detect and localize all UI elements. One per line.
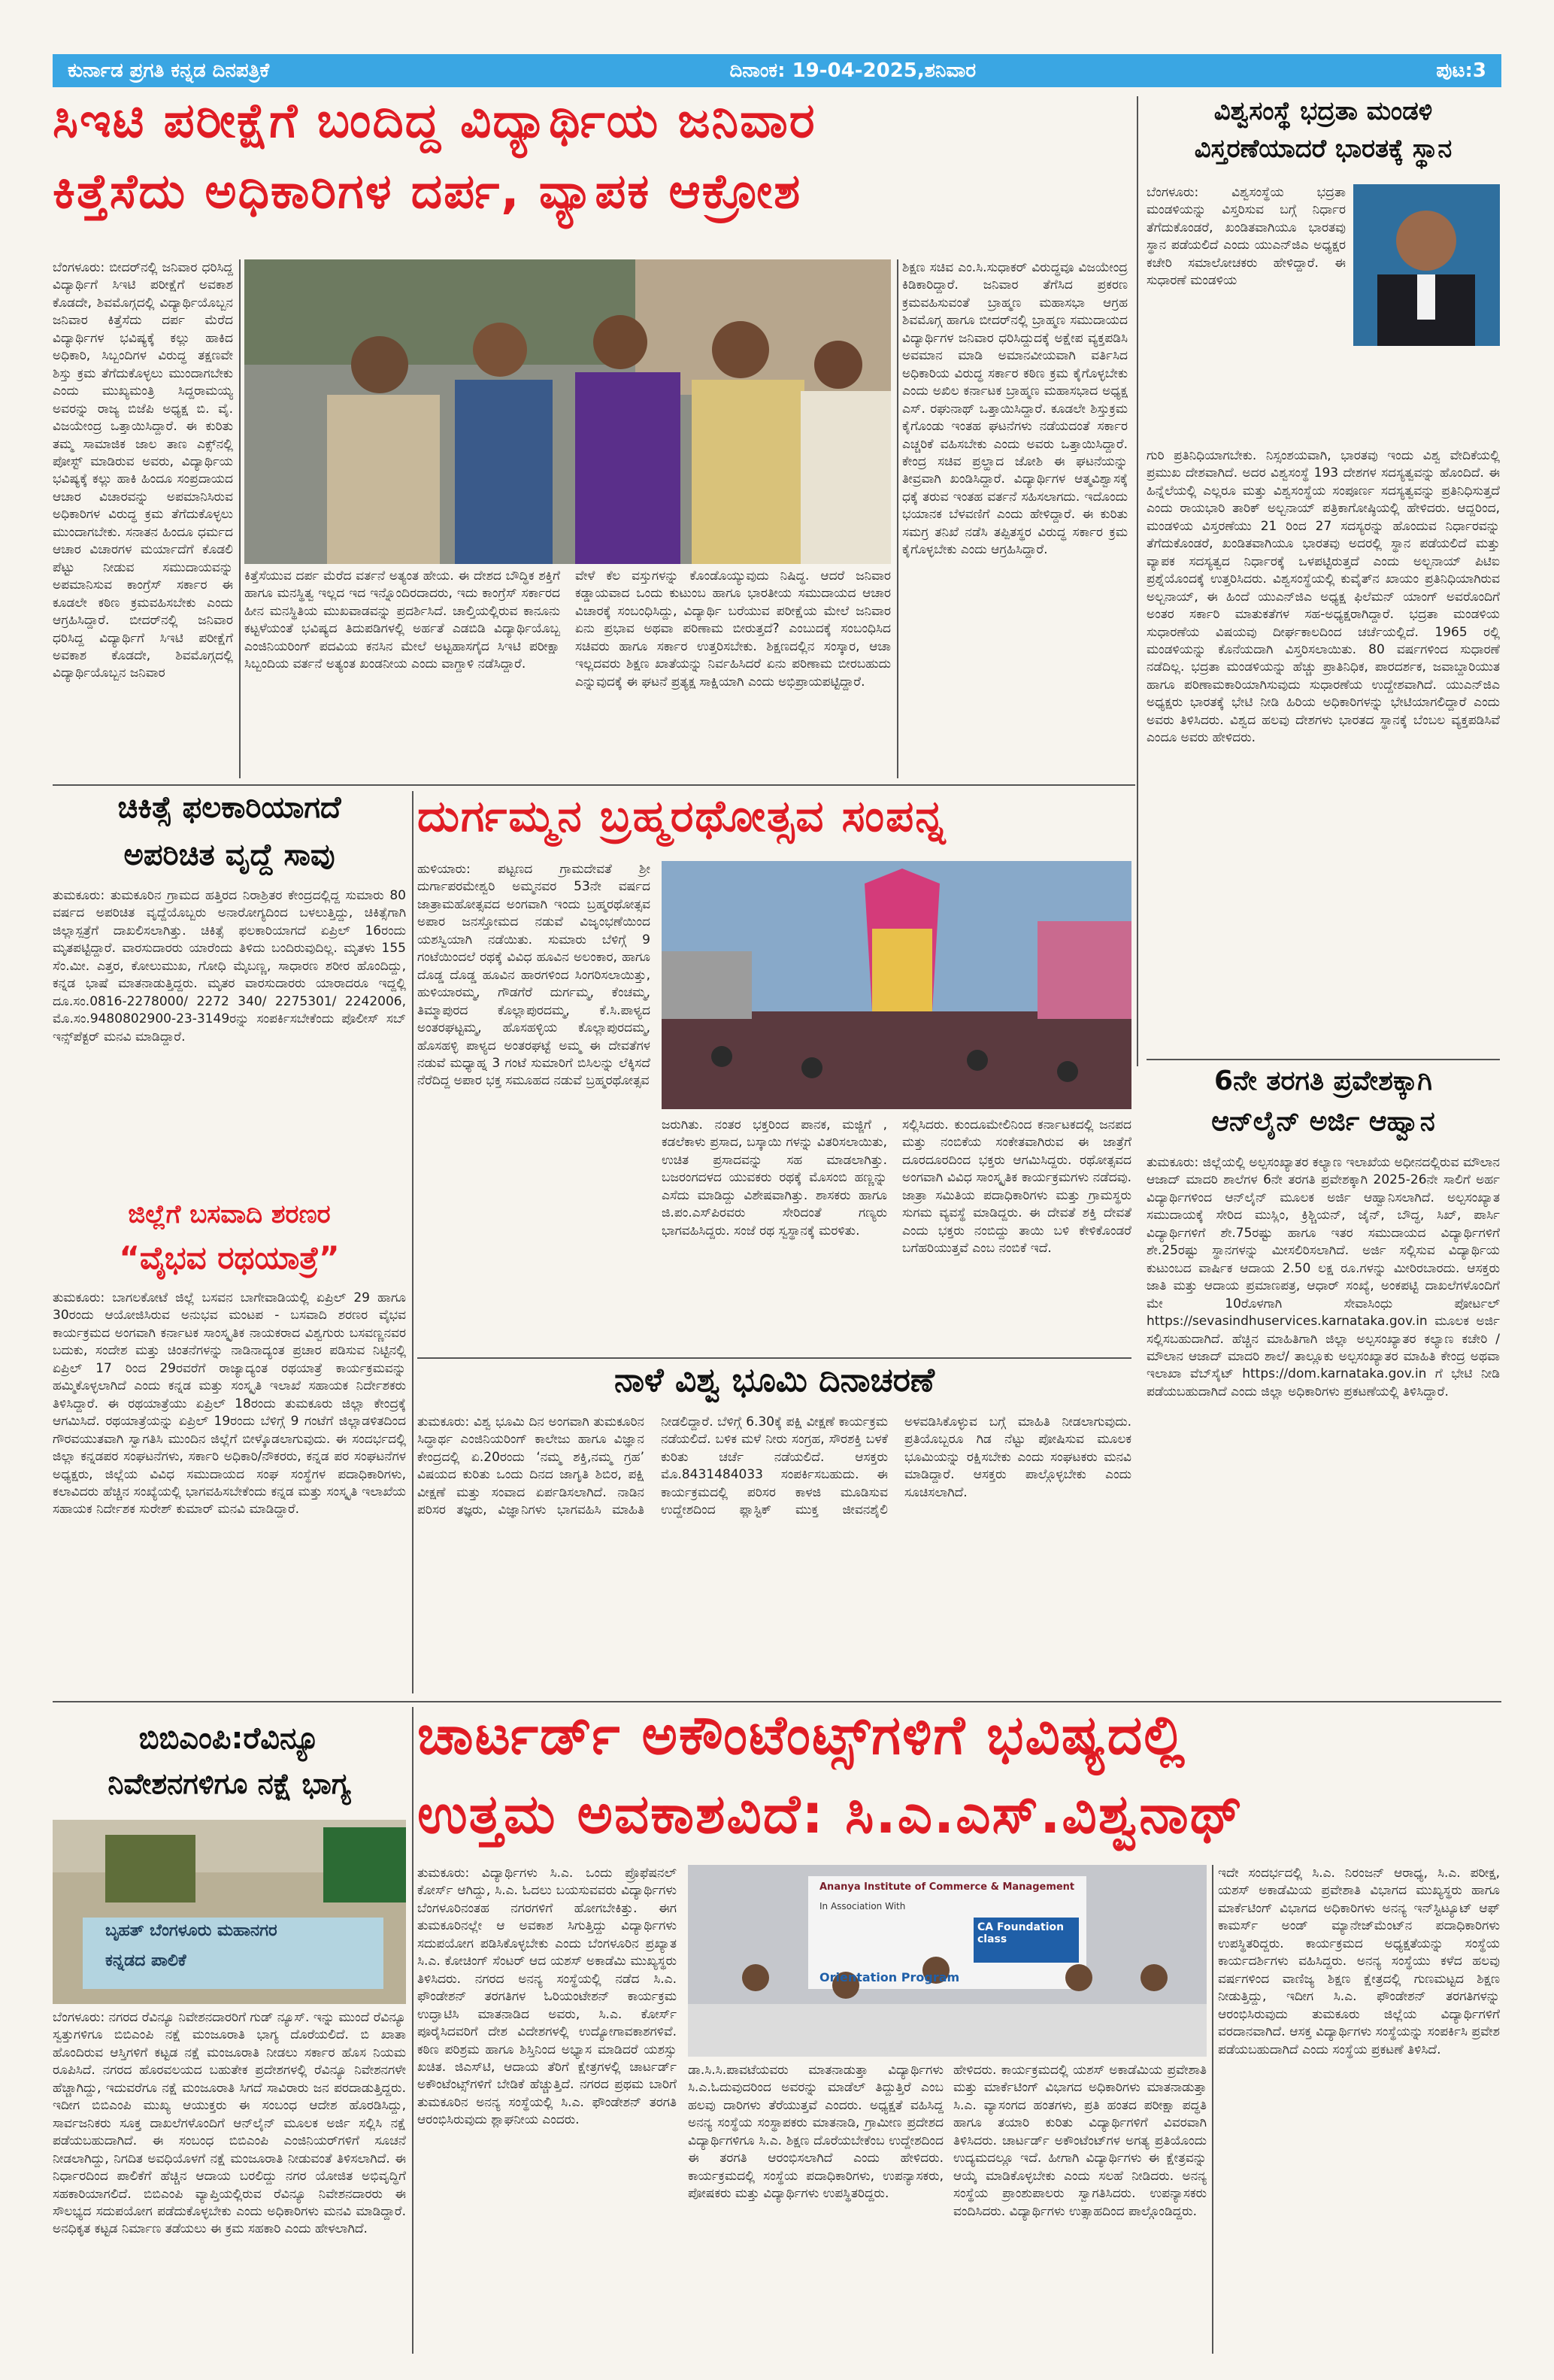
ca-article-col1: ತುಮಕೂರು: ವಿದ್ಯಾರ್ಥಿಗಳು ಸಿ.ಎ. ಒಂದು ಪ್ರೊಫೆಷನಲ್ ಕೋರ್ಸ್ ಆಗಿದ್ದು, ಸಿ.ಎ. ಓದಲು ಬಯಸುವವರು ವಿದ್ಯಾರ್ಥಿಗಳು ಬೆಂಗಳೂರಿನಂತಹ ನಗರಗಳಿಗೆ ಹೋಗಬೇಕಿತ್ತು. ಈಗ ತುಮಕೂರಿನಲ್ಲೇ ಆ ಅವಕಾಶ ಸಿಗುತ್ತಿದ್ದು ವಿದ್ಯಾರ್ಥಿಗಳು ಸದುಪಯೋಗ ಪಡಿಸಿಕೊಳ್ಳಬೇಕು ಎಂದು ಬೆಂಗಳೂರಿನ ಪ್ರಖ್ಯಾತ ಸಿ.ಎ. ಕೋಚಿಂಗ್ ಸೆಂಟರ್ ಆದ ಯಶಸ್ ಅಕಾಡೆಮಿ ಮುಖ್ಯಸ್ಥರು ತಿಳಿಸಿದರು. ನಗರದ ಅನನ್ಯ ಸಂಸ್ಥೆಯಲ್ಲಿ ನಡೆದ ಸಿ.ಎ. ಫೌಂಡೇಶನ್ ತರಗತಿಗಳ ಓರಿಯಂಟೇಶನ್ ಕಾರ್ಯಕ್ರಮ ಉದ್ಘಾಟಿಸಿ ಮಾತನಾಡಿದ ಅವರು, ಸಿ.ಎ. ಕೋರ್ಸ್ ಪೂರೈಸಿದವರಿಗೆ ದೇಶ ವಿದೇಶಗಳಲ್ಲಿ ಉದ್ಯೋಗಾವಕಾಶಗಳಿವೆ. ಕಠಿಣ ಪರಿಶ್ರಮ ಹಾಗೂ ಶಿಸ್ತಿನಿಂದ ಅಭ್ಯಾಸ ಮಾಡಿದರೆ ಯಶಸ್ಸು ಖಚಿತ. ಜಿಎಸ್‌ಟಿ, ಆದಾಯ ತೆರಿಗೆ ಕ್ಷೇತ್ರಗಳಲ್ಲಿ ಚಾರ್ಟರ್ಡ್ ಅಕೌಂಟೆಂಟ್ಸ್‌ಗಳಿಗೆ ಬೇಡಿಕೆ ಹೆಚ್ಚುತ್ತಿದೆ. ನಗರದ ಪ್ರಥಮ ಬಾರಿಗೆ ತುಮಕೂರಿನ ಅನನ್ಯ ಸಂಸ್ಥೆಯಲ್ಲಿ ಸಿ.ಎ. ಫೌಂಡೇಶನ್ ತರಗತಿ ಆರಂಭಿಸಿರುವುದು ಶ್ಲಾಘನೀಯ ಎಂದರು. bbox=[417, 1866, 677, 2128]
admission-headline-line2: ಆನ್‌ಲೈನ್ ಅರ್ಜಿ ಆಹ್ವಾನ bbox=[1211, 1106, 1435, 1137]
ca-headline-line2: ಉತ್ತಮ ಅವಕಾಶವಿದೆ: ಸಿ.ಎ.ಎಸ್.ವಿಶ್ವನಾಥ್ bbox=[417, 1782, 1244, 1845]
durgamma-headline: ದುರ್ಗಮ್ಮನ ಬ್ರಹ್ಮರಥೋತ್ಸವ ಸಂಪನ್ನ bbox=[417, 790, 947, 841]
ca-banner-line4: Orientation Program bbox=[819, 1970, 960, 1984]
section-rule bbox=[53, 1701, 1501, 1702]
column-rule bbox=[239, 259, 241, 778]
durgamma-article-col3: ಸಲ್ಲಿಸಿದರು. ಕುಂದೂಮೇಲಿನಿಂದ ಕರ್ನಾಟಕದಲ್ಲಿ ಜನಪದ ಮತ್ತು ನಂಬಿಕೆಯ ಸಂಕೇತವಾಗಿರುವ ಈ ಜಾತ್ರೆಗೆ ದೂರದೂರದಿಂದ ಭಕ್ತರು ಆಗಮಿಸಿದ್ದರು. ರಥೋತ್ಸವದ ಅಂಗವಾಗಿ ವಿವಿಧ ಸಾಂಸ್ಕೃತಿಕ ಕಾರ್ಯಕ್ರಮಗಳು ನಡೆದವು. ಜಾತ್ರಾ ಸಮಿತಿಯ ಪದಾಧಿಕಾರಿಗಳು ಮತ್ತು ಗ್ರಾಮಸ್ಥರು ಸುಗಮ ವ್ಯವಸ್ಥೆ ಮಾಡಿದ್ದರು. ಈ ದೇವತೆ ಶಕ್ತಿ ದೇವತೆ ಎಂದು ಭಕ್ತರು ನಂಬಿದ್ದು ತಾಯಿ ಬಳಿ ಕೇಳಿಕೊಂಡರೆ ಬಗೆಹರಿಯುತ್ತವೆ ಎಂಬ ನಂಬಿಕೆ ಇದೆ. bbox=[902, 1117, 1131, 1257]
chikitse-headline-line1: ಚಿಕಿತ್ಸೆ ಫಲಕಾರಿಯಾಗದೆ bbox=[117, 790, 341, 825]
ca-article-col2: ಡಾ.ಸಿ.ಸಿ.ಪಾವಟೆಯವರು ಮಾತನಾಡುತ್ತಾ ವಿದ್ಯಾರ್ಥಿಗಳು ಸಿ.ಎ.ಓದುವುದರಿಂದ ಅವರನ್ನು ಮಾಡೆಲ್ ತಿದ್ದುತ್ತಿರೆ ಎಂಬ ಹಲವು ದಾರಿಗಳು ತೆರೆಯುತ್ತವೆ ಎಂದರು. ಅಧ್ಯಕ್ಷತೆ ವಹಿಸಿದ್ದ ಅನನ್ಯ ಸಂಸ್ಥೆಯ ಸಂಸ್ಥಾಪಕರು ಮಾತನಾಡಿ, ಗ್ರಾಮೀಣ ಪ್ರದೇಶದ ವಿದ್ಯಾರ್ಥಿಗಳಿಗೂ ಸಿ.ಎ. ಶಿಕ್ಷಣ ದೊರೆಯಬೇಕೆಂಬ ಉದ್ದೇಶದಿಂದ ಈ ತರಗತಿ ಆರಂಭಿಸಲಾಗಿದೆ ಎಂದು ಹೇಳಿದರು. ಕಾರ್ಯಕ್ರಮದಲ್ಲಿ ಸಂಸ್ಥೆಯ ಪದಾಧಿಕಾರಿಗಳು, ಉಪನ್ಯಾಸಕರು, ಪೋಷಕರು ಮತ್ತು ವಿದ್ಯಾರ್ಥಿಗಳು ಉಪಸ್ಥಿತರಿದ್ದರು. bbox=[688, 2063, 944, 2202]
column-rule bbox=[1137, 96, 1138, 1066]
bbmp-sign-text-line2: ಕನ್ನಡದ ಪಾಲಿಕೆ bbox=[105, 1951, 186, 1970]
un-article-intro: ಬೆಂಗಳೂರು: ವಿಶ್ವಸಂಸ್ಥೆಯ ಭದ್ರತಾ ಮಂಡಳಿಯನ್ನು ವಿಸ್ತರಿಸುವ ಬಗ್ಗೆ ನಿರ್ಧಾರ ತೆಗೆದುಕೊಂಡರೆ, ಖಂಡಿತವಾಗಿಯೂ ಭಾರತವು ಸ್ಥಾನ ಪಡೆಯಲಿದೆ ಎಂದು ಯುಎನ್‌ಜಿಎ ಅಧ್ಯಕ್ಷರ ಕಚೇರಿ ಸಮಾಲೋಚಕರು ಹೇಳಿದ್ದಾರೆ. ಈ ಸುಧಾರಣೆ ಮಂಡಳಿಯ bbox=[1147, 185, 1346, 289]
column-rule bbox=[1212, 1865, 1213, 2354]
ca-article-col3: ಹೇಳಿದರು. ಕಾರ್ಯಕ್ರಮದಲ್ಲಿ ಯಶಸ್ ಅಕಾಡೆಮಿಯ ಪ್ರವೇಶಾತಿ ಮತ್ತು ಮಾರ್ಕೆಟಿಂಗ್ ವಿಭಾಗದ ಅಧಿಕಾರಿಗಳು ಮಾತನಾಡುತ್ತಾ ಸಿ.ಎ. ವ್ಯಾಸಂಗದ ಹಂತಗಳು, ಪ್ರತಿ ಹಂತದ ಪರೀಕ್ಷಾ ಪದ್ಧತಿ ಹಾಗೂ ತಯಾರಿ ಕುರಿತು ವಿದ್ಯಾರ್ಥಿಗಳಿಗೆ ವಿವರವಾಗಿ ತಿಳಿಸಿದರು. ಚಾರ್ಟರ್ಡ್ ಅಕೌಂಟೆಂಟ್‌ಗಳ ಅಗತ್ಯ ಪ್ರತಿಯೊಂದು ಉದ್ಯಮದಲ್ಲೂ ಇದೆ. ಹೀಗಾಗಿ ವಿದ್ಯಾರ್ಥಿಗಳು ಈ ಕ್ಷೇತ್ರವನ್ನು ಆಯ್ಕೆ ಮಾಡಿಕೊಳ್ಳಬೇಕು ಎಂದು ಸಲಹೆ ನೀಡಿದರು. ಅನನ್ಯ ಸಂಸ್ಥೆಯ ಪ್ರಾಂಶುಪಾಲರು ಸ್ವಾಗತಿಸಿದರು. ಉಪನ್ಯಾಸಕರು ವಂದಿಸಿದರು. ವಿದ್ಯಾರ್ಥಿಗಳು ಉತ್ಸಾಹದಿಂದ ಪಾಲ್ಗೊಂಡಿದ್ದರು. bbox=[953, 2063, 1207, 2219]
section-rule bbox=[53, 784, 1135, 786]
bhoomi-headline: ನಾಳೆ ವಿಶ್ವ ಭೂಮಿ ದಿನಾಚರಣೆ bbox=[614, 1361, 935, 1399]
bhoomi-article-body: ತುಮಕೂರು: ವಿಶ್ವ ಭೂಮಿ ದಿನ ಅಂಗವಾಗಿ ತುಮಕೂರಿನ ಸಿದ್ಧಾರ್ಥ ಎಂಜಿನಿಯರಿಂಗ್ ಕಾಲೇಜು ಹಾಗೂ ವಿಜ್ಞಾನ ಕೇಂದ್ರದಲ್ಲಿ ಏ.20ರಂದು ‘ನಮ್ಮ ಶಕ್ತಿ,ನಮ್ಮ ಗ್ರಹ’ ವಿಷಯದ ಕುರಿತು ಒಂದು ದಿನದ ಜಾಗೃತಿ ಶಿಬಿರ, ಪಕ್ಷಿ ವೀಕ್ಷಣೆ ಮತ್ತು ಸಂವಾದ ಏರ್ಪಡಿಸಲಾಗಿದೆ. ನಾಡಿನ ಪರಿಸರ ತಜ್ಞರು, ವಿಜ್ಞಾನಿಗಳು ಭಾಗವಹಿಸಿ ಮಾಹಿತಿ ನೀಡಲಿದ್ದಾರೆ. ಬೆಳಿಗ್ಗೆ 6.30ಕ್ಕೆ ಪಕ್ಷಿ ವೀಕ್ಷಣೆ ಕಾರ್ಯಕ್ರಮ ನಡೆಯಲಿದೆ. ಬಳಿಕ ಮಳೆ ನೀರು ಸಂಗ್ರಹ, ಸೌರಶಕ್ತಿ ಬಳಕೆ ಕುರಿತು ಚರ್ಚೆ ನಡೆಯಲಿದೆ. ಆಸಕ್ತರು ಮೊ.8431484033 ಸಂಪರ್ಕಿಸಬಹುದು. ಈ ಕಾರ್ಯಕ್ರಮದಲ್ಲಿ ಪರಿಸರ ಕಾಳಜಿ ಮೂಡಿಸುವ ಉದ್ದೇಶದಿಂದ ಪ್ಲಾಸ್ಟಿಕ್ ಮುಕ್ತ ಜೀವನಶೈಲಿ ಅಳವಡಿಸಿಕೊಳ್ಳುವ ಬಗ್ಗೆ ಮಾಹಿತಿ ನೀಡಲಾಗುವುದು. ಪ್ರತಿಯೊಬ್ಬರೂ ಗಿಡ ನೆಟ್ಟು ಪೋಷಿಸುವ ಮೂಲಕ ಭೂಮಿಯನ್ನು ರಕ್ಷಿಸಬೇಕು ಎಂದು ಸಂಘಟಕರು ಮನವಿ ಮಾಡಿದ್ದಾರೆ. ಆಸಕ್ತರು ಪಾಲ್ಗೊಳ್ಳಬೇಕು ಎಂದು ಸೂಚಿಸಲಾಗಿದೆ. bbox=[417, 1414, 1131, 1518]
lead-headline-line1: ಸಿಇಟಿ ಪರೀಕ್ಷೆಗೆ ಬಂದಿದ್ದ ವಿದ್ಯಾರ್ಥಿಯ ಜನಿವಾರ bbox=[53, 93, 816, 149]
lead-article-col2a: ಕಿತ್ತೆಸೆಯುವ ದರ್ಪ ಮೆರೆದ ವರ್ತನೆ ಅತ್ಯಂತ ಹೇಯ. ಈ ದೇಶದ ಬೌದ್ಧಿಕ ಶಕ್ತಿಗೆ ಹಾಗೂ ಮನಸ್ಥಿತ್ವ ಇಲ್ಲದ ಇದ ಇನ್ನೊಂದಿರದಾದರು, ಇದು ಕಾಂಗ್ರೆಸ್ ಸರ್ಕಾರದ ಹೀನ ಮನಸ್ಥಿತಿಯ ಮುಖವಾಡವನ್ನು ಪ್ರದರ್ಶಿಸಿದೆ. ಚಾಲ್ತಿಯಲ್ಲಿರುವ ಕಾನೂನು ಕಟ್ಟಳೆಯಂತೆ ಭವಿಷ್ಯದ ತಿದುಪಡಿಗಳಲ್ಲಿ ಅರ್ಹತೆ ಎಡಬಿಡಿ ವಿದ್ಯಾರ್ಥಿಯೊಬ್ಬ ಎಂಜಿನಿಯರಿಂಗ್ ಪದವಿಯ ಕನಸಿನ ಮೇಲೆ ಅಟ್ಟಹಾಸಗೈದ ಸಿಇಟಿ ಪರೀಕ್ಷಾ ಸಿಬ್ಬಂದಿಯ ವರ್ತನೆ ಅತ್ಯಂತ ಖಂಡನೀಯ ಎಂದು ವಾಗ್ದಾಳಿ ನಡೆಸಿದ್ದಾರೆ. bbox=[244, 568, 560, 672]
un-official-portrait bbox=[1353, 184, 1500, 346]
bbmp-sign-text-line1: ಬೃಹತ್ ಬೆಂಗಳೂರು ಮಹಾನಗರ bbox=[105, 1921, 277, 1940]
masthead-bar bbox=[53, 54, 1501, 87]
un-headline-line1: ವಿಶ್ವಸಂಸ್ಥೆ ಭದ್ರತಾ ಮಂಡಳಿ bbox=[1213, 96, 1433, 126]
lead-headline-line2: ಕಿತ್ತೆಸೆದು ಅಧಿಕಾರಿಗಳ ದರ್ಪ, ವ್ಯಾಪಕ ಆಕ್ರೋಶ bbox=[53, 164, 802, 220]
ca-article-col4: ಇದೇ ಸಂದರ್ಭದಲ್ಲಿ ಸಿ.ಎ. ನಿರಂಜನ್ ಆರಾಧ್ಯ, ಸಿ.ಎ. ಪರೀಕ್ಷ, ಯಶಸ್ ಅಕಾಡೆಮಿಯ ಪ್ರವೇಶಾತಿ ವಿಭಾಗದ ಮುಖ್ಯಸ್ಥರು ಹಾಗೂ ಮಾರ್ಕೆಟಿಂಗ್ ವಿಭಾಗದ ಅಧಿಕಾರಿಗಳು ಅನನ್ಯ ಇನ್‌ಸ್ಟಿಟ್ಯೂಟ್ ಆಫ್ ಕಾಮರ್ಸ್ ಅಂಡ್ ಮ್ಯಾನೇಜ್‌ಮೆಂಟ್‌ನ ಪದಾಧಿಕಾರಿಗಳು ಉಪಸ್ಥಿತರಿದ್ದರು. ಕಾರ್ಯಕ್ರಮದ ಅಧ್ಯಕ್ಷತೆಯನ್ನು ಸಂಸ್ಥೆಯ ಕಾರ್ಯದರ್ಶಿಗಳು ವಹಿಸಿದ್ದರು. ಅನನ್ಯ ಸಂಸ್ಥೆಯು ಕಳೆದ ಹಲವು ವರ್ಷಗಳಿಂದ ವಾಣಿಜ್ಯ ಶಿಕ್ಷಣ ಕ್ಷೇತ್ರದಲ್ಲಿ ಗುಣಮಟ್ಟದ ಶಿಕ್ಷಣ ನೀಡುತ್ತಿದ್ದು, ಇದೀಗ ಸಿ.ಎ. ಫೌಂಡೇಶನ್ ತರಗತಿಗಳನ್ನು ಆರಂಭಿಸಿರುವುದು ತುಮಕೂರು ಜಿಲ್ಲೆಯ ವಿದ್ಯಾರ್ಥಿಗಳಿಗೆ ವರದಾನವಾಗಿದೆ. ಆಸಕ್ತ ವಿದ್ಯಾರ್ಥಿಗಳು ಸಂಸ್ಥೆಯನ್ನು ಸಂಪರ್ಕಿಸಿ ಪ್ರವೇಶ ಪಡೆಯಬಹುದಾಗಿದೆ ಎಂದು ಸಂಸ್ಥೆಯ ಪ್ರಕಟಣೆ ತಿಳಿಸಿದೆ. bbox=[1218, 1866, 1500, 2057]
page-number: ಪುಟ:3 bbox=[1436, 59, 1486, 82]
bbmp-sign-illustration bbox=[53, 1820, 406, 2004]
basavadi-article-body: ತುಮಕೂರು: ಬಾಗಲಕೋಟೆ ಜಿಲ್ಲೆ ಬಸವನ ಬಾಗೇವಾಡಿಯಲ್ಲಿ ಏಪ್ರಿಲ್ 29 ಹಾಗೂ 30ರಂದು ಆಯೋಜಿಸಿರುವ ಅನುಭವ ಮಂಟಪ - ಬಸವಾದಿ ಶರಣರ ವೈಭವ ಕಾರ್ಯಕ್ರಮದ ಅಂಗವಾಗಿ ಕರ್ನಾಟಕ ಸಾಂಸ್ಕೃತಿಕ ನಾಯಕರಾದ ವಿಶ್ವಗುರು ಬಸವಣ್ಣನವರ ಬದುಕು, ಸಂದೇಶ ಮತ್ತು ಚಿಂತನೆಗಳನ್ನು ನಾಡಿನಾದ್ಯಂತ ಪ್ರಚಾರ ಪಡಿಸುವ ನಿಟ್ಟಿನಲ್ಲಿ ಏಪ್ರಿಲ್ 17 ರಿಂದ 29ರವರೆಗೆ ರಾಜ್ಯಾದ್ಯಂತ ರಥಯಾತ್ರೆ ಕಾರ್ಯಕ್ರಮವನ್ನು ಹಮ್ಮಿಕೊಳ್ಳಲಾಗಿದೆ ಎಂದು ಕನ್ನಡ ಮತ್ತು ಸಂಸ್ಕೃತಿ ಇಲಾಖೆ ಸಹಾಯಕ ನಿರ್ದೇಶಕರು ತಿಳಿಸಿದ್ದಾರೆ. ಈ ರಥಯಾತ್ರೆಯು ಏಪ್ರಿಲ್ 18ರಂದು ತುಮಕೂರು ಜಿಲ್ಲಾ ಕೇಂದ್ರಕ್ಕೆ ಆಗಮಿಸಿದೆ. ರಥಯಾತ್ರೆಯನ್ನು ಏಪ್ರಿಲ್ 19ರಂದು ಬೆಳಿಗ್ಗೆ 9 ಗಂಟೆಗೆ ಜಿಲ್ಲಾಡಳಿತದಿಂದ ಗೌರವಯುತವಾಗಿ ಸ್ವಾಗತಿಸಿ ಮುಂದಿನ ಜಿಲ್ಲೆಗೆ ಬೀಳ್ಕೊಡಲಾಗುವುದು. ಈ ಸಂದರ್ಭದಲ್ಲಿ ಜಿಲ್ಲಾ ಕನ್ನಡಪರ ಸಂಘಟನೆಗಳು, ಸರ್ಕಾರಿ ಅಧಿಕಾರಿ/ನೌಕರರು, ಕನ್ನಡ ಪರ ಸಂಘಟನೆಗಳ ಅಧ್ಯಕ್ಷರು, ಜಿಲ್ಲೆಯ ವಿವಿಧ ಸಮುದಾಯದ ಸಂಘ ಸಂಸ್ಥೆಗಳ ಪದಾಧಿಕಾರಿಗಳು, ಕಲಾವಿದರು ಹೆಚ್ಚಿನ ಸಂಖ್ಯೆಯಲ್ಲಿ ಭಾಗವಹಿಸಬೇಕೆಂದು ಕನ್ನಡ ಮತ್ತು ಸಂಸ್ಕೃತಿ ಇಲಾಖೆಯ ಸಹಾಯಕ ನಿರ್ದೇಶಕ ಸುರೇಶ್ ಕುಮಾರ್ ಮನವಿ ಮಾಡಿದ್ದಾರೆ. bbox=[53, 1290, 406, 1517]
basavadi-headline: “ವೈಭವ ರಥಯಾತ್ರೆ” bbox=[119, 1239, 340, 1276]
ca-banner-line3: CA Foundation class bbox=[977, 1921, 1065, 1945]
issue-date: ದಿನಾಂಕ: 19-04-2025,ಶನಿವಾರ bbox=[729, 59, 977, 82]
un-headline-line2: ವಿಸ್ತರಣೆಯಾದರೆ ಭಾರತಕ್ಕೆ ಸ್ಥಾನ bbox=[1194, 134, 1453, 164]
chariot-festival-illustration bbox=[662, 861, 1131, 1109]
column-rule bbox=[412, 791, 413, 1693]
paper-name: ಕುರ್ನಾಡ ಪ್ರಗತಿ ಕನ್ನಡ ದಿನಪತ್ರಿಕೆ bbox=[68, 59, 270, 82]
admission-headline-line1: 6ನೇ ತರಗತಿ ಪ್ರವೇಶಕ್ಕಾಗಿ bbox=[1214, 1066, 1432, 1096]
ca-event-photo bbox=[688, 1865, 1207, 2057]
un-official-photo bbox=[1353, 184, 1500, 346]
durgamma-chariot-photo bbox=[662, 861, 1131, 1109]
ca-banner-line1: Ananya Institute of Commerce & Management bbox=[819, 1881, 1075, 1893]
ca-banner-line2: In Association With bbox=[819, 1901, 906, 1912]
chikitse-headline-line2: ಅಪರಿಚಿತ ವೃದ್ದೆ ಸಾವು bbox=[123, 838, 335, 872]
column-rule bbox=[897, 259, 898, 778]
bbmp-headline-line1: ಬಿಬಿಎಂಪಿ:ರೆವಿನ್ಯೂ bbox=[138, 1721, 320, 1756]
lead-article-col3: ಶಿಕ್ಷಣ ಸಚಿವ ಎಂ.ಸಿ.ಸುಧಾಕರ್ ವಿರುದ್ಧವೂ ವಿಜಯೇಂದ್ರ ಕಿಡಿಕಾರಿದ್ದಾರೆ. ಜನಿವಾರ ತೆಗೆಸಿದ ಪ್ರಕರಣ ಕ್ರಮವಹಿಸುವಂತೆ ಬ್ರಾಹ್ಮಣ ಮಹಾಸಭಾ ಆಗ್ರಹ ಶಿವಮೊಗ್ಗ ಹಾಗೂ ಬೀದರ್‌ನಲ್ಲಿ ಬ್ರಾಹ್ಮಣ ಸಮುದಾಯದ ವಿದ್ಯಾರ್ಥಿಗಳ ಜನಿವಾರ ಧರಿಸಿದ್ದುದಕ್ಕೆ ಅಕ್ಷೇಪ ವ್ಯಕ್ತಪಡಿಸಿ ಅವಮಾನ ಮಾಡಿ ಅಮಾನವೀಯವಾಗಿ ವರ್ತಿಸಿದ ಅಧಿಕಾರಿಯ ವಿರುದ್ಧ ಸರ್ಕಾರ ಕಠಿಣ ಕ್ರಮ ಕೈಗೊಳ್ಳಬೇಕು ಎಂದು ಅಖಿಲ ಕರ್ನಾಟಕ ಬ್ರಾಹ್ಮಣ ಮಹಾಸಭಾದ ಅಧ್ಯಕ್ಷ ಎಸ್. ರಘುನಾಥ್ ಒತ್ತಾಯಿಸಿದ್ದಾರೆ. ಕೂಡಲೇ ಶಿಸ್ತುಕ್ರಮ ಕೈಗೊಂಡು ಇಂತಹ ಘಟನೆಗಳು ನಡೆಯದಂತೆ ಸರ್ಕಾರ ಎಚ್ಚರಿಕೆ ವಹಿಸಬೇಕು ಎಂದು ಅವರು ಒತ್ತಾಯಿಸಿದ್ದಾರೆ. ಕೇಂದ್ರ ಸಚಿವ ಪ್ರಲ್ಹಾದ ಜೋಶಿ ಈ ಘಟನೆಯನ್ನು ತೀವ್ರವಾಗಿ ಖಂಡಿಸಿದ್ದಾರೆ. ವಿದ್ಯಾರ್ಥಿಗಳ ಆತ್ಮವಿಶ್ವಾಸಕ್ಕೆ ಧಕ್ಕೆ ತರುವ ಇಂತಹ ವರ್ತನೆ ಸಹಿಸಲಾಗದು. ಇದೊಂದು ಭಯಾನಕ ಬೆಳವಣಿಗೆ ಎಂದು ಹೇಳಿದ್ದಾರೆ. ಈ ಕುರಿತು ಸಮಗ್ರ ತನಿಖೆ ನಡೆಸಿ ತಪ್ಪಿತಸ್ಥರ ವಿರುದ್ಧ ಸರ್ಕಾರ ಕ್ರಮ ಕೈಗೊಳ್ಳಬೇಕು ಎಂದು ಆಗ್ರಹಿಸಿದ್ದಾರೆ. bbox=[902, 260, 1128, 558]
ca-event-illustration bbox=[688, 1865, 1207, 2057]
section-rule bbox=[1147, 1059, 1500, 1060]
lead-article-col2b: ವೇಳೆ ಕೆಲ ವಸ್ತುಗಳನ್ನು ಕೊಂಡೊಯ್ಯುವುದು ನಿಷಿದ್ಧ. ಆದರೆ ಜನಿವಾರ ಕಡ್ಡಾಯವಾದ ಒಂದು ಕುಟುಂಬ ಹಾಗೂ ಭಾರತೀಯ ಸಮುದಾಯದ ಆಚಾರ ವಿಚಾರಕ್ಕೆ ಸಂಬಂಧಿಸಿದ್ದು, ವಿದ್ಯಾರ್ಥಿ ಬರೆಯುವ ಪರೀಕ್ಷೆಯ ಮೇಲೆ ಜನಿವಾರ ಏನು ಪ್ರಭಾವ ಅಥವಾ ಪರಿಣಾಮ ಬೀರುತ್ತದೆ? ಎಂಬುದಕ್ಕೆ ಸಂಬಂಧಿಸಿದ ಸಚಿವರು ಹಾಗೂ ಸರ್ಕಾರ ಉತ್ತರಿಸಬೇಕು. ಶಿಕ್ಷಣದಲ್ಲಿನ ಸಂಸ್ಕಾರ, ಆಚಾ ಇಲ್ಲದವರು ಶಿಕ್ಷಣ ಖಾತೆಯನ್ನು ನಿರ್ವಹಿಸಿದರೆ ಏನು ಪರಿಣಾಮ ಬೀರಬಹುದು ಎನ್ನುವುದಕ್ಕೆ ಈ ಘಟನೆ ಪ್ರತ್ಯಕ್ಷ ಸಾಕ್ಷಿಯಾಗಿ ಎಂದು ಅಭಿಪ್ರಾಯಪಟ್ಟಿದ್ದಾರೆ. bbox=[575, 568, 891, 690]
basavadi-kicker: ಜಿಲ್ಲೆಗೆ ಬಸವಾದಿ ಶರಣರ bbox=[128, 1199, 331, 1229]
bbmp-headline-line2: ನಿವೇಶನಗಳಿಗೂ ನಕ್ಷೆ ಭಾಗ್ಯ bbox=[108, 1767, 351, 1800]
lead-photo bbox=[244, 259, 891, 564]
section-rule bbox=[417, 1357, 1131, 1359]
durgamma-article-col1: ಹುಳಿಯಾರು: ಪಟ್ಟಣದ ಗ್ರಾಮದೇವತೆ ಶ್ರೀ ದುರ್ಗಾಪರಮೇಶ್ವರಿ ಅಮ್ಮನವರ 53ನೇ ವರ್ಷದ ಜಾತ್ರಾಮಹೋತ್ಸವದ ಅಂಗವಾಗಿ ಇಂದು ಬ್ರಹ್ಮರಥೋತ್ಸವ ಅಪಾರ ಜನಸ್ತೋಮದ ನಡುವೆ ವಿಜೃಂಭಣೆಯಿಂದ ಯಶಸ್ವಿಯಾಗಿ ನಡೆಯಿತು. ಸುಮಾರು ಬೆಳಿಗ್ಗೆ 9 ಗಂಟೆಯಿಂದಲೆ ರಥಕ್ಕೆ ವಿವಿಧ ಹೂವಿನ ಅಲಂಕಾರ, ಹಾಗೂ ದೊಡ್ಡ ದೊಡ್ಡ ಹೂವಿನ ಹಾರಗಳಿಂದ ಸಿಂಗರಿಸಲಾಯಿತ್ತು, ಹುಳಿಯಾರಮ್ಮ, ಗೌಡಗೆರೆ ದುರ್ಗಮ್ಮ, ಕೆಂಚಮ್ಮ, ತಿಮ್ಮಾಪುರದ ಕೊಲ್ಲಾಪುರದಮ್ಮ, ಕೆ.ಸಿ.ಪಾಳ್ಯದ ಅಂತರಘಟ್ಟಮ್ಮ, ಹೊಸಹಳ್ಳಿಯ ಕೊಲ್ಲಾಪುರದಮ್ಮ, ಹೊಸಹಳ್ಳಿ ಪಾಳ್ಯದ ಅಂತರಘಟ್ಟೆ ಅಮ್ಮ ಈ ದೇವತೆಗಳ ನಡುವೆ ಮಧ್ಯಾಹ್ನ 3 ಗಂಟೆ ಸುಮಾರಿಗೆ ಬಿಸಿಲನ್ನು ಲೆಕ್ಕಿಸದೆ ನೆರೆದಿದ್ದ ಅಪಾರ ಭಕ್ತ ಸಮೂಹದ ನಡುವೆ ಬ್ರಹ್ಮರಥೋತ್ಸವ bbox=[417, 862, 650, 1089]
chikitse-article-body: ತುಮಕೂರು: ತುಮಕೂರಿನ ಗ್ರಾಮದ ಹತ್ತಿರದ ನಿರಾಶ್ರಿತರ ಕೇಂದ್ರದಲ್ಲಿದ್ದ ಸುಮಾರು 80 ವರ್ಷದ ಅಪರಿಚಿತ ವೃದ್ದೆಯೊಬ್ಬರು ಅನಾರೋಗ್ಯದಿಂದ ಬಳಲುತ್ತಿದ್ದು, ಚಿಕಿತ್ಸೆಗಾಗಿ ಜಿಲ್ಲಾಸ್ಪತ್ರೆಗೆ ದಾಖಲಿಸಲಾಗಿತ್ತು. ಚಿಕಿತ್ಸೆ ಫಲಕಾರಿಯಾಗದೆ ಏಪ್ರಿಲ್ 16ರಂದು ಮೃತಪಟ್ಟಿದ್ದಾರೆ. ವಾರಸುದಾರರು ಯಾರೆಂದು ತಿಳಿದು ಬಂದಿರುವುದಿಲ್ಲ. ಮೃತಳು 155 ಸೆಂ.ಮೀ. ಎತ್ತರ, ಕೋಲುಮುಖ, ಗೋಧಿ ಮೈಬಣ್ಣ, ಸಾಧಾರಣ ಶರೀರ ಹೊಂದಿದ್ದು, ಕನ್ನಡ ಭಾಷೆ ಮಾತನಾಡುತ್ತಿದ್ದರು. ಮೃತರ ವಾರಸುದಾರರು ಯಾರಾದರೂ ಇದ್ದಲ್ಲಿ ದೂ.ಸಂ.0816-2278000/ 2272 340/ 2275301/ 2242006, ಮೊ.ಸಂ.9480802900-23-3149ರನ್ನು ಸಂಪರ್ಕಿಸಬೇಕೆಂದು ಪೊಲೀಸ್ ಸಬ್ ಇನ್ಸ್‌ಪೆಕ್ಟರ್ ಮನವಿ ಮಾಡಿದ್ದಾರೆ. bbox=[53, 888, 406, 1044]
column-rule bbox=[412, 1707, 413, 2354]
lead-article-col1: ಬೆಂಗಳೂರು: ಬೀದರ್‌ನಲ್ಲಿ ಜನಿವಾರ ಧರಿಸಿದ್ದ ವಿದ್ಯಾರ್ಥಿಗೆ ಸಿಇಟಿ ಪರೀಕ್ಷೆಗೆ ಅವಕಾಶ ಕೊಡದೇ, ಶಿವಮೊಗ್ಗದಲ್ಲಿ ವಿದ್ಯಾರ್ಥಿಯೊಬ್ಬನ ಜನಿವಾರ ಕಿತ್ತೆಸೆದು ದರ್ಪ ಮೆರೆದ ವಿದ್ಯಾರ್ಥಿಗಳ ಭವಿಷ್ಯಕ್ಕೆ ಕಲ್ಲು ಹಾಕಿದ ಅಧಿಕಾರಿ, ಸಿಬ್ಬಂದಿಗಳ ವಿರುದ್ಧ ತಕ್ಷಣವೇ ಶಿಸ್ತು ಕ್ರಮ ತೆಗೆದುಕೊಳ್ಳಲು ಮುಂದಾಗಬೇಕು ಎಂದು ಮುಖ್ಯಮಂತ್ರಿ ಸಿದ್ದರಾಮಯ್ಯ ಅವರನ್ನು ರಾಜ್ಯ ಬಿಜೆಪಿ ಅಧ್ಯಕ್ಷ ಬಿ. ವೈ. ವಿಜಯೇಂದ್ರ ಒತ್ತಾಯಿಸಿದ್ದಾರೆ. ಈ ಕುರಿತು ತಮ್ಮ ಸಾಮಾಜಿಕ ಜಾಲ ತಾಣ ಎಕ್ಸ್‌ನಲ್ಲಿ ಪೋಸ್ಟ್ ಮಾಡಿರುವ ಅವರು, ವಿದ್ಯಾರ್ಥಿಯ ಭವಿಷ್ಯಕ್ಕೆ ಕಲ್ಲು ಹಾಕಿ ಹಿಂದೂ ಸಂಪ್ರದಾಯದ ಆಚಾರ ವಿಚಾರವನ್ನು ಅಪಮಾನಿಸಿರುವ ಅಧಿಕಾರಿಗಳ ವಿರುದ್ಧ ಕ್ರಮ ತೆಗೆದುಕೊಳ್ಳಲು ಮುಂದಾಗಬೇಕು. ಸನಾತನ ಹಿಂದೂ ಧರ್ಮದ ಆಚಾರ ವಿಚಾರಗಳ ಮರ್ಯಾದೆಗೆ ಕೊಡಲಿ ಪೆಟ್ಟು ನೀಡುವ ಸಮುದಾಯವನ್ನು ಅಪಮಾನಿಸುವ ಕಾಂಗ್ರೆಸ್ ಸರ್ಕಾರ ಈ ಕೂಡಲೇ ಕಠಿಣ ಕ್ರಮವಹಿಸಬೇಕು ಎಂದು ಆಗ್ರಹಿಸಿದ್ದಾರೆ. ಬೀದರ್‌ನಲ್ಲಿ ಜನಿವಾರ ಧರಿಸಿದ್ದ ವಿದ್ಯಾರ್ಥಿಗೆ ಸಿಇಟಿ ಪರೀಕ್ಷೆಗೆ ಅವಕಾಶ ಕೊಡದೇ, ಶಿವಮೊಗ್ಗದಲ್ಲಿ ವಿದ್ಯಾರ್ಥಿಯೊಬ್ಬನ ಜನಿವಾರ bbox=[53, 260, 233, 681]
un-article-body: ಗುರಿ ಪ್ರತಿನಿಧಿಯಾಗಬೇಕು. ನಿಸ್ಸಂಶಯವಾಗಿ, ಭಾರತವು ಇಂದು ವಿಶ್ವ ವೇದಿಕೆಯಲ್ಲಿ ಪ್ರಮುಖ ದೇಶವಾಗಿದೆ. ಅದರ ವಿಶ್ವಸಂಸ್ಥೆ 193 ದೇಶಗಳ ಸದಸ್ಯತ್ವವನ್ನು ಹೊಂದಿದೆ. ಈ ಹಿನ್ನೆಲೆಯಲ್ಲಿ ಎಲ್ಲರೂ ಮತ್ತು ವಿಶ್ವಸಂಸ್ಥೆಯ ಸಂಪೂರ್ಣ ಸದಸ್ಯತ್ವವನ್ನು ಪ್ರತಿನಿಧಿಸುತ್ತದೆ ಎಂದು ರಾಯಭಾರಿ ತಾರಿಕ್ ಅಲ್ಬನಾಯ್ ಪತ್ರಿಕಾಗೋಷ್ಠಿಯಲ್ಲಿ ಹೇಳಿದರು. ಆದ್ದರಿಂದ, ಮಂಡಳಿಯ ವಿಸ್ತರಣೆಯು 21 ರಿಂದ 27 ಸದಸ್ಯರನ್ನು ಹೊಂದುವ ನಿರ್ಧಾರವನ್ನು ತೆಗೆದುಕೊಂಡರೆ, ಖಂಡಿತವಾಗಿಯೂ ಭಾರತವು ಅದರಲ್ಲಿ ಸ್ಥಾನ ಪಡೆಯಲಿದೆ ಮತ್ತು ವ್ಯಾಪಕ ಸದಸ್ಯತ್ವದ ನಿರ್ಧಾರಕ್ಕೆ ಒಳಪಟ್ಟಿರುತ್ತದೆ ಎಂದು ಅಲ್ಬನಾಯ್ ಪಿಟಿಐ ಪ್ರಶ್ನೆಯೊಂದಕ್ಕೆ ಉತ್ತರಿಸಿದರು. ವಿಶ್ವಸಂಸ್ಥೆಯಲ್ಲಿ ಕುವೈತ್‌ನ ಖಾಯಂ ಪ್ರತಿನಿಧಿಯಾಗಿರುವ ಅಲ್ಬನಾಯ್, ಈ ಹಿಂದೆ ಯುಎನ್‌ಜಿಎ ಅಧ್ಯಕ್ಷ ಫಿಲೆಮನ್ ಯಾಂಗ್ ಅವರೊಂದಿಗೆ ಅಂತರ ಸರ್ಕಾರಿ ಮಾತುಕತೆಗಳ ಸಹ-ಅಧ್ಯಕ್ಷರಾಗಿದ್ದಾರೆ. ಭದ್ರತಾ ಮಂಡಳಿಯ ಸುಧಾರಣೆಯ ವಿಷಯವು ದೀರ್ಘಕಾಲದಿಂದ ಚರ್ಚೆಯಲ್ಲಿದೆ. 1965 ರಲ್ಲಿ ಮಂಡಳಿಯನ್ನು ಕೊನೆಯದಾಗಿ ವಿಸ್ತರಿಸಲಾಯಿತು. 80 ವರ್ಷಗಳಿಂದ ಸುಧಾರಣೆ ನಡೆದಿಲ್ಲ. ಭದ್ರತಾ ಮಂಡಳಿಯನ್ನು ಹೆಚ್ಚು ಪ್ರಾತಿನಿಧಿಕ, ಪಾರದರ್ಶಕ, ಜವಾಬ್ದಾರಿಯುತ ಹಾಗೂ ಪರಿಣಾಮಕಾರಿಯಾಗಿಸುವುದು ಸುಧಾರಣೆಯ ಉದ್ದೇಶವಾಗಿದೆ. ಯುಎನ್‌ಜಿಎ ಅಧ್ಯಕ್ಷರು ಭಾರತಕ್ಕೆ ಭೇಟಿ ನೀಡಿ ಹಿರಿಯ ಅಧಿಕಾರಿಗಳನ್ನು ಭೇಟಿಯಾಗಲಿದ್ದಾರೆ ಎಂದು ಅವರು ತಿಳಿಸಿದರು. ವಿಶ್ವದ ಹಲವು ದೇಶಗಳು ಭಾರತದ ಸ್ಥಾನಕ್ಕೆ ಬೆಂಬಲ ವ್ಯಕ್ತಪಡಿಸಿವೆ ಎಂದೂ ಅವರು ಹೇಳಿದರು. bbox=[1147, 448, 1500, 746]
lead-photo-illustration bbox=[244, 259, 891, 564]
bbmp-article-body: ಬೆಂಗಳೂರು: ನಗರದ ರೆವಿನ್ಯೂ ನಿವೇಶನದಾರರಿಗೆ ಗುಡ್ ನ್ಯೂಸ್. ಇನ್ನು ಮುಂದೆ ರೆವಿನ್ಯೂ ಸ್ವತ್ತುಗಳಿಗೂ ಬಿಬಿಎಂಪಿ ನಕ್ಷೆ ಮಂಜೂರಾತಿ ಭಾಗ್ಯ ದೊರೆಯಲಿದೆ. ಬಿ ಖಾತಾ ಹೊಂದಿರುವ ಆಸ್ತಿಗಳಿಗೆ ಕಟ್ಟಡ ನಕ್ಷೆ ಮಂಜೂರಾತಿ ನೀಡಲು ಸರ್ಕಾರ ಹೊಸ ನಿಯಮ ರೂಪಿಸಿದೆ. ನಗರದ ಹೊರವಲಯದ ಬಹುತೇಕ ಪ್ರದೇಶಗಳಲ್ಲಿ ರೆವಿನ್ಯೂ ನಿವೇಶನಗಳೇ ಹೆಚ್ಚಾಗಿದ್ದು, ಇದುವರೆಗೂ ನಕ್ಷೆ ಮಂಜೂರಾತಿ ಸಿಗದೆ ಸಾವಿರಾರು ಜನ ಪರದಾಡುತ್ತಿದ್ದರು. ಇದೀಗ ಬಿಬಿಎಂಪಿ ಮುಖ್ಯ ಆಯುಕ್ತರು ಈ ಸಂಬಂಧ ಆದೇಶ ಹೊರಡಿಸಿದ್ದು, ಸಾರ್ವಜನಿಕರು ಸೂಕ್ತ ದಾಖಲೆಗಳೊಂದಿಗೆ ಆನ್‌ಲೈನ್ ಮೂಲಕ ಅರ್ಜಿ ಸಲ್ಲಿಸಿ ನಕ್ಷೆ ಪಡೆಯಬಹುದಾಗಿದೆ. ಈ ಸಂಬಂಧ ಬಿಬಿಎಂಪಿ ಎಂಜಿನಿಯರ್‌ಗಳಿಗೆ ಸೂಚನೆ ನೀಡಲಾಗಿದ್ದು, ನಿಗದಿತ ಅವಧಿಯೊಳಗೆ ನಕ್ಷೆ ಮಂಜೂರಾತಿ ನೀಡುವಂತೆ ತಿಳಿಸಲಾಗಿದೆ. ಈ ನಿರ್ಧಾರದಿಂದ ಪಾಲಿಕೆಗೆ ಹೆಚ್ಚಿನ ಆದಾಯ ಬರಲಿದ್ದು ನಗರ ಯೋಜಿತ ಅಭಿವೃದ್ಧಿಗೆ ಸಹಕಾರಿಯಾಗಲಿದೆ. ಬಿಬಿಎಂಪಿ ವ್ಯಾಪ್ತಿಯಲ್ಲಿರುವ ರೆವಿನ್ಯೂ ನಿವೇಶನದಾರರು ಈ ಸೌಲಭ್ಯದ ಸದುಪಯೋಗ ಪಡೆದುಕೊಳ್ಳಬೇಕು ಎಂದು ಅಧಿಕಾರಿಗಳು ಮನವಿ ಮಾಡಿದ್ದಾರೆ. ಅನಧಿಕೃತ ಕಟ್ಟಡ ನಿರ್ಮಾಣ ತಡೆಯಲು ಈ ಕ್ರಮ ಸಹಕಾರಿ ಎಂದು ಹೇಳಲಾಗಿದೆ. bbox=[53, 2010, 406, 2237]
bbmp-building-photo bbox=[53, 1820, 406, 2004]
admission-article-body: ತುಮಕೂರು: ಜಿಲ್ಲೆಯಲ್ಲಿ ಅಲ್ಪಸಂಖ್ಯಾತರ ಕಲ್ಯಾಣ ಇಲಾಖೆಯ ಅಧೀನದಲ್ಲಿರುವ ಮೌಲಾನ ಆಜಾದ್ ಮಾದರಿ ಶಾಲೆಗಳ 6ನೇ ತರಗತಿ ಪ್ರವೇಶಕ್ಕಾಗಿ 2025-26ನೇ ಸಾಲಿಗೆ ಅರ್ಹ ವಿದ್ಯಾರ್ಥಿಗಳಿಂದ ಆನ್‌ಲೈನ್ ಮೂಲಕ ಅರ್ಜಿ ಆಹ್ವಾನಿಸಲಾಗಿದೆ. ಅಲ್ಪಸಂಖ್ಯಾತ ಸಮುದಾಯಕ್ಕೆ ಸೇರಿದ ಮುಸ್ಲಿಂ, ಕ್ರಿಶ್ಚಿಯನ್, ಜೈನ್, ಬೌದ್ಧ, ಸಿಖ್, ಪಾರ್ಸಿ ವಿದ್ಯಾರ್ಥಿಗಳಿಗೆ ಶೇ.75ರಷ್ಟು ಹಾಗೂ ಇತರ ಸಮುದಾಯದ ವಿದ್ಯಾರ್ಥಿಗಳಿಗೆ ಶೇ.25ರಷ್ಟು ಸ್ಥಾನಗಳನ್ನು ಮೀಸಲಿರಿಸಲಾಗಿದೆ. ಅರ್ಜಿ ಸಲ್ಲಿಸುವ ವಿದ್ಯಾರ್ಥಿಯ ಕುಟುಂಬದ ವಾರ್ಷಿಕ ಆದಾಯ 2.50 ಲಕ್ಷ ರೂ.ಗಳನ್ನು ಮೀರಿರಬಾರದು. ಆಸಕ್ತರು ಜಾತಿ ಮತ್ತು ಆದಾಯ ಪ್ರಮಾಣಪತ್ರ, ಆಧಾರ್ ಸಂಖ್ಯೆ, ಅಂಕಪಟ್ಟಿ ದಾಖಲೆಗಳೊಂದಿಗೆ ಮೇ 10ರೊಳಗಾಗಿ ಸೇವಾಸಿಂಧು ಪೋರ್ಟಲ್ https://sevasindhuservices.karnataka.gov.in ಮೂಲಕ ಅರ್ಜಿ ಸಲ್ಲಿಸಬಹುದಾಗಿದೆ. ಹೆಚ್ಚಿನ ಮಾಹಿತಿಗಾಗಿ ಜಿಲ್ಲಾ ಅಲ್ಪಸಂಖ್ಯಾತರ ಕಲ್ಯಾಣ ಕಚೇರಿ / ಮೌಲಾನ ಆಜಾದ್ ಮಾದರಿ ಶಾಲೆ/ ತಾಲ್ಲೂಕು ಅಲ್ಪಸಂಖ್ಯಾತರ ಮಾಹಿತಿ ಕೇಂದ್ರ ಅಥವಾ ಇಲಾಖಾ ವೆಬ್‌ಸೈಟ್ https://dom.karnataka.gov.in ಗೆ ಭೇಟಿ ನೀಡಿ ಪಡೆಯಬಹುದಾಗಿದೆ ಎಂದು ಜಿಲ್ಲಾ ಅಧಿಕಾರಿಗಳು ಪ್ರಕಟಣೆಯಲ್ಲಿ ತಿಳಿಸಿದ್ದಾರೆ. bbox=[1147, 1155, 1500, 1399]
durgamma-article-col2: ಜರುಗಿತು. ನಂತರ ಭಕ್ತರಿಂದ ಪಾನಕ, ಮಜ್ಜಿಗೆ , ಕಡಲೆಕಾಳು ಪ್ರಸಾದ, ಬಸ್ಕಾಯಿ ಗಳನ್ನು ವಿತರಿಸಲಾಯಿತು, ಉಚಿತ ಪ್ರಸಾದವನ್ನು ಸಹ ಮಾಡಲಾಗಿತ್ತು. ಬಜರಂಗದಳದ ಯುವಕರು ರಥಕ್ಕೆ ಮೊಸಂಬಿ ಹಣ್ಣನ್ನು ಎಸೆದು ಮಾಡಿದ್ದು ವಿಶೇಷವಾಗಿತ್ತು. ಶಾಸಕರು ಹಾಗೂ ಜಿ.ಪಂ.ಎಸ್‌ಪಿರವರು ಸೇರಿದಂತೆ ಗಣ್ಯರು ಭಾಗವಹಿಸಿದ್ದರು. ಸಂಜೆ ರಥ ಸ್ವಸ್ಥಾನಕ್ಕೆ ಮರಳಿತು. bbox=[662, 1117, 887, 1239]
ca-headline-line1: ಚಾರ್ಟರ್ಡ್ ಅಕೌಂಟೆಂಟ್ಸ್‌ಗಳಿಗೆ ಭವಿಷ್ಯದಲ್ಲಿ bbox=[417, 1703, 1186, 1766]
